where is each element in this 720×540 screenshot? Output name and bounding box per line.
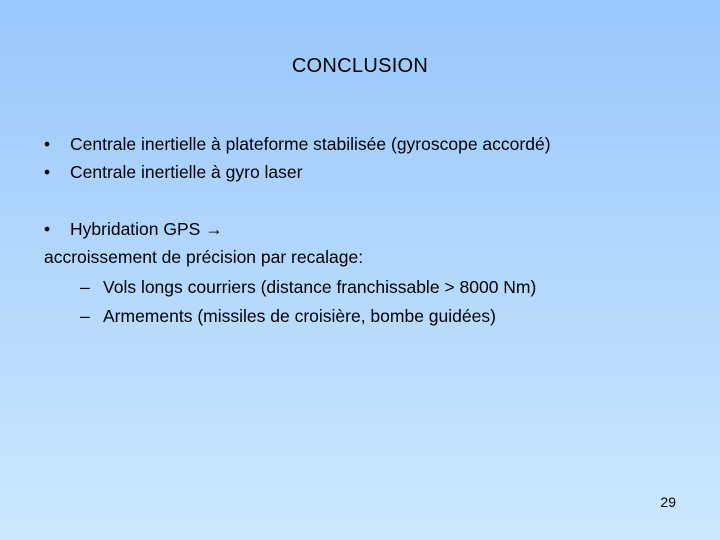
sub-bullet-dash: – [80,277,90,297]
slide-title: CONCLUSION [291,55,429,77]
page-number: 29 [660,494,676,510]
bullet-dot: • [44,219,51,239]
bullet-text: Hybridation GPS → [70,219,223,239]
bullet-dot: • [44,162,51,182]
bullet-text: Centrale inertielle à gyro laser [70,162,303,182]
bullet-text: Centrale inertielle à plateforme stabilisée (gyroscope accordé) [70,134,551,154]
sub-bullet-text: Armements (missiles de croisière, bombe guidées) [103,306,496,326]
continuation-text: accroissement de précision par recalage: [44,247,364,267]
sub-bullet-dash: – [80,306,90,326]
bullet-dot: • [44,134,51,154]
sub-bullet-text: Vols longs courriers (distance franchissable > 8000 Nm) [103,277,537,297]
